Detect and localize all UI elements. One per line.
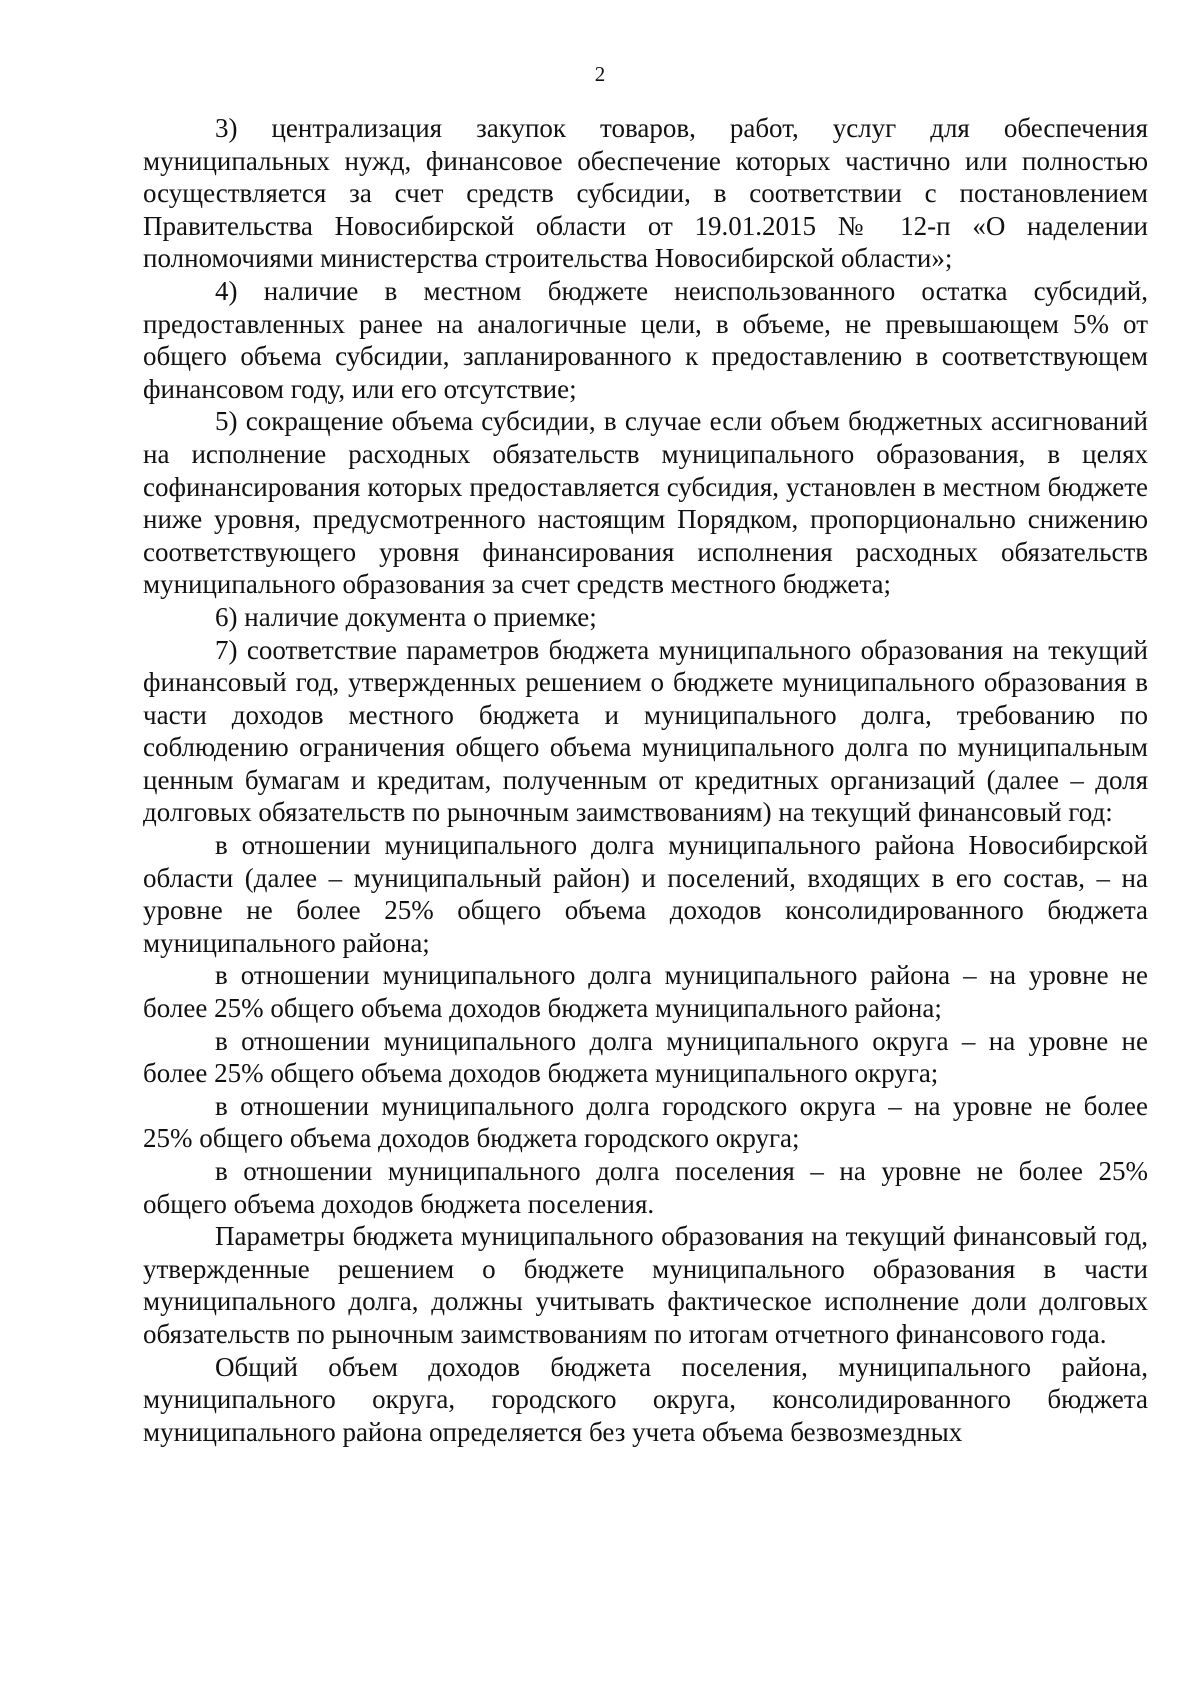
- document-body: [143, 112, 1148, 1448]
- paragraph-budget-parameters: Параметры бюджета муниципального образования на текущий финансовый год, утвержденные решением о бюджете муниципального образования в части муниципального долга, должны учитывать фактическое исполнение доли долговых обязательств по рыночным заимствованиям по итогам отчетного финансового года.: [143, 1221, 1148, 1349]
- paragraph-district: в отношении муниципального долга муниципального района – на уровне не более 25% общего объема доходов бюджета муниципального района;: [143, 960, 1148, 1024]
- paragraph-item-7: 7) соответствие параметров бюджета муниципального образования на текущий финансовый год, утвержденных решением о бюджете муниципального образования в части доходов местного бюджета и муниципального долга, требованию по соблюдению ограничения общего объема муниципального долга по муниципальным ценным бумагам и кредитам, полученным от кредитных организаций (далее – доля долговых обязательств по рыночным заимствованиям) на текущий финансовый год:: [143, 634, 1148, 828]
- paragraph-item-3: 3) централизация закупок товаров, работ, услуг для обеспечения муниципальных нужд, финансовое обеспечение которых частично или полностью осуществляется за счет средств субсидии, в соответствии с постановлением Правительства Новосибирской области от 19.01.2015 № 12-п «О наделении полномочиями министерства строительства Новосибирской области»;: [143, 113, 1148, 274]
- paragraph-settlement: в отношении муниципального долга поселения – на уровне не более 25% общего объема доходов бюджета поселения.: [143, 1156, 1148, 1219]
- page-number: 2: [594, 62, 606, 86]
- paragraph-city-okrug: в отношении муниципального долга городского округа – на уровне не более 25% общего объема доходов бюджета городского округа;: [143, 1090, 1148, 1154]
- paragraph-district-and-settlements: в отношении муниципального долга муниципального района Новосибирской области (далее – муниципальный район) и поселений, входящих в его состав, – на уровне не более 25% общего объема доходов консолидированного бюджета муниципального района;: [143, 830, 1148, 958]
- paragraph-item-4: 4) наличие в местном бюджете неиспользованного остатка субсидий, предоставленных ранее на аналогичные цели, в объеме, не превышающем 5% от общего объема субсидии, запланированного к предоставлению в соответствующем финансовом году, или его отсутствие;: [143, 275, 1148, 404]
- paragraph-item-5: 5) сокращение объема субсидии, в случае если объем бюджетных ассигнований на исполнение расходных обязательств муниципального образования, в целях софинансирования которых предоставляется субсидия, установлен в местном бюджете ниже уровня, предусмотренного настоящим Порядком, пропорционально снижению соответствующего уровня финансирования исполнения расходных обязательств муниципального образования за счет средств местного бюджета;: [143, 406, 1148, 600]
- paragraph-item-6: 6) наличие документа о приемке;: [215, 601, 597, 632]
- paragraph-municipal-okrug: в отношении муниципального долга муниципального округа – на уровне не более 25% общего объема доходов бюджета муниципального округа;: [143, 1025, 1148, 1089]
- paragraph-total-revenue: Общий объем доходов бюджета поселения, муниципального района, муниципального округа, городского округа, консолидированного бюджета муниципального района определяется без учета объема безвозмездных: [143, 1351, 1148, 1447]
